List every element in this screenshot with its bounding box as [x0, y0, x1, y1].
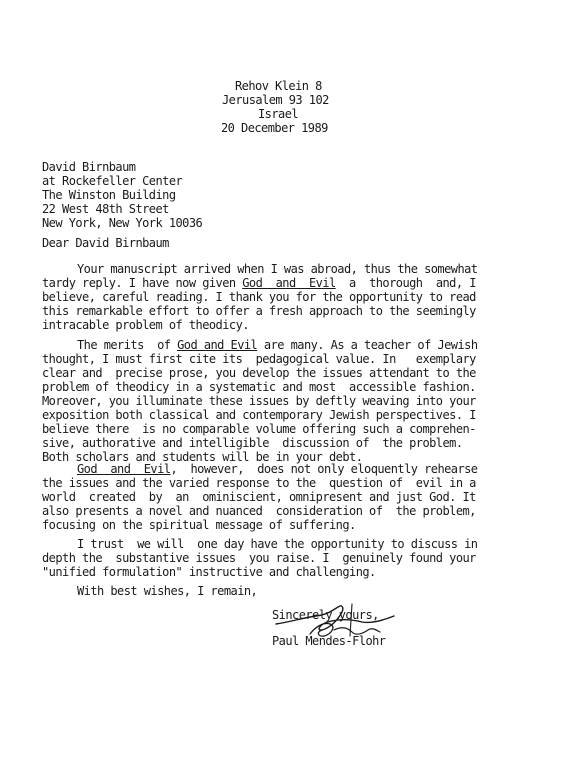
paragraph-line: problem of theodicy in a systematic and most accessible fashion.: [42, 380, 476, 394]
paragraph-line: believe there is no comparable volume offering such a comprehen-: [42, 422, 476, 436]
paragraph-line: clear and precise prose, you develop the issues attendant to the: [42, 366, 476, 380]
paragraph-line: believe, careful reading. I thank you for the opportunity to read: [42, 290, 476, 304]
paragraph-line: focusing on the spiritual message of suffering.: [42, 518, 356, 532]
valediction: Sincerely yours,: [272, 608, 379, 622]
recipient-line-2: at Rockefeller Center: [42, 174, 183, 188]
closing: With best wishes, I remain,: [77, 584, 258, 598]
letter-date: 20 December 1989: [221, 121, 328, 135]
paragraph-line: exposition both classical and contemporary Jewish perspectives. I: [42, 408, 476, 422]
book-title: God and Evil: [242, 276, 336, 290]
paragraph-line: the issues and the varied response to the question of evil in a: [42, 476, 476, 490]
paragraph-line: "unified formulation" instructive and challenging.: [42, 565, 376, 579]
paragraph-line: God and Evil, however, does not only eloquently rehearse: [77, 462, 478, 476]
paragraph-line: thought, I must first cite its pedagogical value. In exemplary: [42, 352, 476, 366]
paragraph-line: Moreover, you illuminate these issues by deftly weaving into your: [42, 394, 476, 408]
paragraph-line: Your manuscript arrived when I was abroad, thus the somewhat: [77, 262, 478, 276]
paragraph-line: tardy reply. I have now given God and Evil a thorough and, I: [42, 276, 476, 290]
paragraph-line: The merits of God and Evil are many. As a teacher of Jewish: [77, 338, 478, 352]
paragraph-line: intracable problem of theodicy.: [42, 318, 249, 332]
recipient-line-4: 22 West 48th Street: [42, 202, 169, 216]
paragraph-line: this remarkable effort to offer a fresh approach to the seemingly: [42, 304, 476, 318]
paragraph-line: Both scholars and students will be in your debt.: [42, 450, 363, 464]
recipient-line-5: New York, New York 10036: [42, 216, 203, 230]
sender-country: Israel: [258, 107, 299, 121]
book-title: God and Evil: [177, 338, 258, 352]
paragraph-line: sive, authorative and intelligible discussion of the problem.: [42, 436, 463, 450]
salutation: Dear David Birnbaum: [42, 236, 169, 250]
sender-street: Rehov Klein 8: [235, 79, 322, 93]
signatory-name: Paul Mendes-Flohr: [272, 634, 386, 648]
paragraph-line: depth the substantive issues you raise. I genuinely found your: [42, 551, 476, 565]
paragraph-line: I trust we will one day have the opportunity to discuss in: [77, 537, 478, 551]
book-title: God and Evil: [77, 462, 171, 476]
sender-city: Jerusalem 93 102: [222, 93, 329, 107]
paragraph-line: also presents a novel and nuanced consideration of the problem,: [42, 504, 476, 518]
recipient-name: David Birnbaum: [42, 160, 136, 174]
recipient-line-3: The Winston Building: [42, 188, 176, 202]
paragraph-line: world created by an ominiscient, omnipresent and just God. It: [42, 490, 476, 504]
